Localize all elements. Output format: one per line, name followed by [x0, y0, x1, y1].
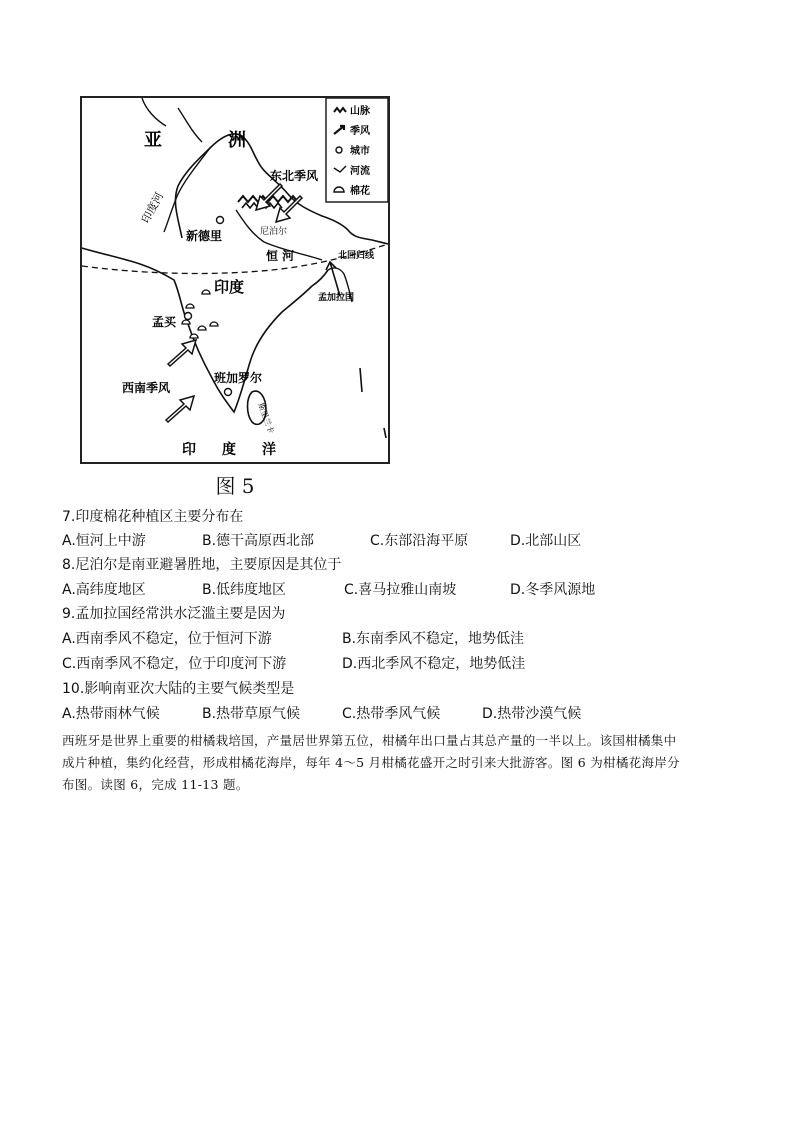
question-8-option-a: A.高纬度地区 [62, 582, 146, 598]
label-ne-monsoon: 东北季风 [270, 169, 319, 183]
question-9-option-c: C.西南季风不稳定，位于印度河下游 [62, 656, 287, 672]
question-7-option-d: D.北部山区 [510, 533, 582, 549]
label-ocean-b: 度 [222, 442, 236, 458]
figure-caption: 图 5 [215, 474, 255, 498]
label-mumbai: 孟买 [152, 315, 177, 329]
question-10-stem: 10.影响南亚次大陆的主要气候类型是 [62, 681, 295, 697]
label-asia-b: 洲 [228, 130, 246, 151]
question-7-option-a: A.恒河上中游 [62, 533, 146, 549]
label-bangalore: 班加罗尔 [214, 371, 263, 385]
islands [360, 368, 386, 438]
question-9-option-b: B.东南季风不稳定，地势低洼 [342, 631, 525, 647]
city-icon-new-delhi [217, 217, 224, 224]
sw-monsoon-arrow-icon [166, 340, 196, 422]
label-sw-monsoon: 西南季风 [122, 381, 171, 395]
legend-city-icon [336, 147, 342, 153]
question-7-option-b: B.德干高原西北部 [202, 533, 315, 549]
question-7-option-c: C.东部沿海平原 [370, 533, 469, 549]
label-bangladesh: 孟加拉国 [318, 293, 355, 303]
question-8-stem: 8.尼泊尔是南亚避暑胜地，主要原因是其位于 [62, 557, 342, 573]
indus-river [164, 148, 210, 232]
label-ocean-a: 印 [182, 442, 196, 458]
label-new-delhi: 新德里 [186, 229, 223, 243]
label-tropic: 北回归线 [338, 251, 375, 261]
label-asia-a: 亚 [144, 130, 162, 151]
question-8-option-d: D.冬季风源地 [510, 582, 596, 598]
label-india: 印度 [214, 278, 245, 296]
passage-line-1: 西班牙是世界上重要的柑橘栽培国，产量居世界第五位，柑橘年出口量占其总产量的一半以上。该国柑橘集中 [62, 733, 677, 748]
bangladesh-monsoon-arrow-icon [326, 262, 340, 296]
map-legend [326, 98, 388, 202]
label-nepal: 尼泊尔 [260, 227, 288, 237]
label-ocean-c: 洋 [262, 442, 276, 458]
legend-cotton-icon [334, 187, 344, 192]
legend-label-city: 城市 [350, 146, 370, 157]
city-icon-mumbai [185, 313, 192, 320]
question-10-option-b: B.热带草原气候 [202, 706, 301, 722]
label-indus: 印度河 [139, 190, 167, 226]
question-8-option-c: C.喜马拉雅山南坡 [344, 582, 457, 598]
map-svg [82, 98, 388, 462]
passage-line-2: 成片种植，集约化经营，形成柑橘花海岸，每年 4～5 月柑橘花盛开之时引来大批游客。图 6 为柑橘花海岸分 [62, 755, 680, 770]
legend-label-cotton: 棉花 [350, 186, 370, 197]
legend-label-river: 河流 [350, 166, 370, 177]
question-8-option-b: B.低纬度地区 [202, 582, 287, 598]
passage-line-3: 布图。读图 6，完成 11-13 题。 [62, 777, 249, 792]
question-10-option-a: A.热带雨林气候 [62, 706, 160, 722]
question-9-option-a: A.西南季风不稳定，位于恒河下游 [62, 631, 272, 647]
legend-label-mountain: 山脉 [350, 106, 370, 117]
india-map-figure [80, 96, 390, 464]
passage-11-13 [62, 730, 738, 796]
question-9-option-d: D.西北季风不稳定，地势低洼 [342, 656, 526, 672]
question-9-stem: 9.孟加拉国经常洪水泛滥主要是因为 [62, 606, 286, 622]
question-10-option-c: C.热带季风气候 [342, 706, 441, 722]
question-7-stem: 7.印度棉花种植区主要分布在 [62, 509, 244, 525]
city-icon-bangalore [225, 389, 232, 396]
question-10-option-d: D.热带沙漠气候 [482, 706, 582, 722]
label-ganges: 恒 河 [266, 249, 295, 263]
label-sri-lanka: 斯里兰卡 [256, 401, 276, 435]
legend-label-monsoon: 季风 [350, 126, 370, 137]
